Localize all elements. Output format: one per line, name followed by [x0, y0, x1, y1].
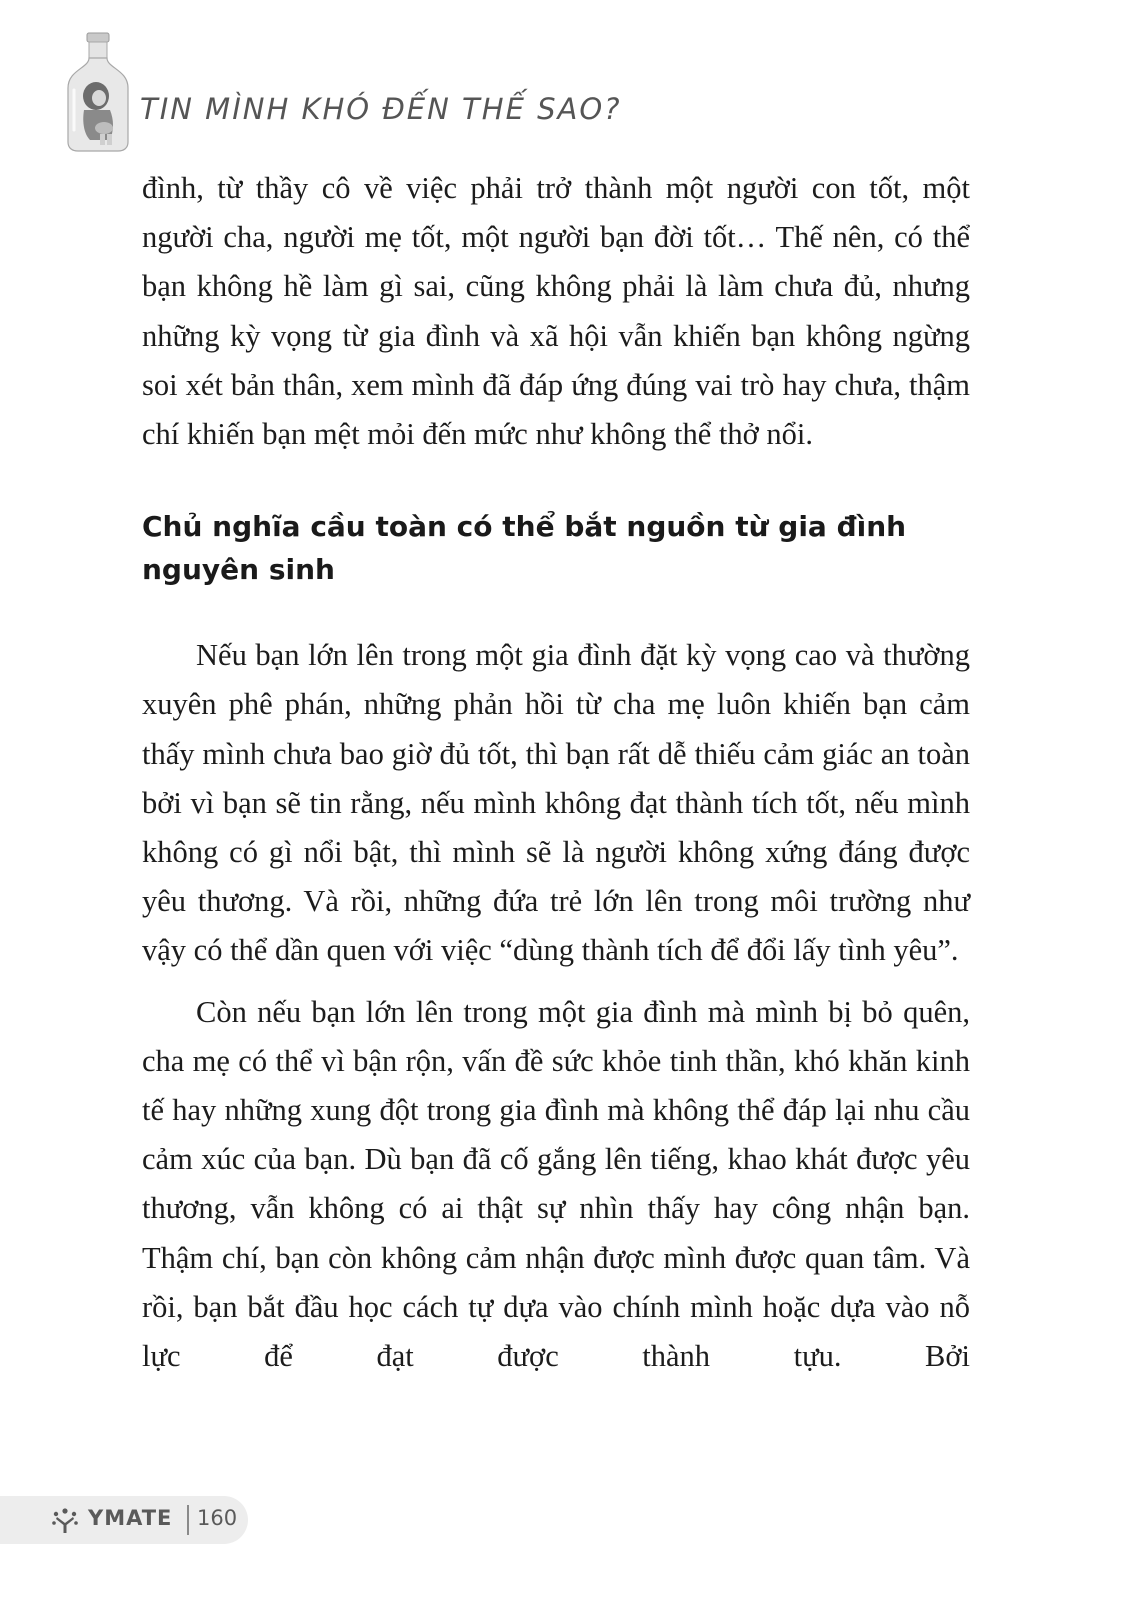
- section-heading: Chủ nghĩa cầu toàn có thể bắt nguồn từ gia đình nguyên sinh: [142, 510, 907, 587]
- page-number: 160: [197, 1506, 238, 1530]
- running-title: TIN MÌNH KHÓ ĐẾN THẾ SAO?: [140, 92, 622, 126]
- paragraph-3: Còn nếu bạn lớn lên trong một gia đình mà mình bị bỏ quên, cha mẹ có thể vì bận rộn, vấn đề sức khỏe tinh thần, khó khăn kinh tế hay những xung đột trong gia đình mà không thể đáp lại nhu cầu cảm xúc của bạn. Dù bạn đã cố gắng lên tiếng, khao khát được yêu thương, vẫn không có ai thật sự nhìn thấy hay công nhận bạn. Thậm chí, bạn còn không cảm nhận được mình được quan tâm. Và rồi, bạn bắt đầu học cách tự dựa vào chính mình hoặc dựa vào nỗ lực để đạt được thành tựu. Bởi: [142, 994, 970, 1374]
- page-body: [142, 164, 970, 1381]
- page-header: [60, 30, 760, 160]
- page-footer: [0, 1496, 248, 1544]
- paragraph-1: đình, từ thầy cô về việc phải trở thành một người con tốt, một người cha, người mẹ tốt, một người bạn đời tốt… Thế nên, có thể bạn không hề làm gì sai, cũng không phải là làm chưa đủ, nhưng những kỳ vọng từ gia đình và xã hội vẫn khiến bạn không ngừng soi xét bản thân, xem mình đã đáp ứng đúng vai trò hay chưa, thậm chí khiến bạn mệt mỏi đến mức như không thể thở nổi.: [142, 171, 970, 452]
- ymate-logo-icon: [50, 1505, 80, 1535]
- bottle-with-girl-icon: [60, 30, 136, 155]
- paragraph-2: Nếu bạn lớn lên trong một gia đình đặt kỳ vọng cao và thường xuyên phê phán, những phản hồi từ cha mẹ luôn khiến bạn cảm thấy mình chưa bao giờ đủ tốt, thì bạn rất dễ thiếu cảm giác an toàn bởi vì bạn sẽ tin rằng, nếu mình không đạt thành tích tốt, nếu mình không có gì nổi bật, thì mình sẽ là người không xứng đáng được yêu thương. Và rồi, những đứa trẻ lớn lên trong môi trường như vậy có thể dần quen với việc “dùng thành tích để đổi lấy tình yêu”.: [142, 638, 970, 968]
- footer-divider: [187, 1505, 189, 1535]
- footer-brand: YMATE: [88, 1506, 173, 1530]
